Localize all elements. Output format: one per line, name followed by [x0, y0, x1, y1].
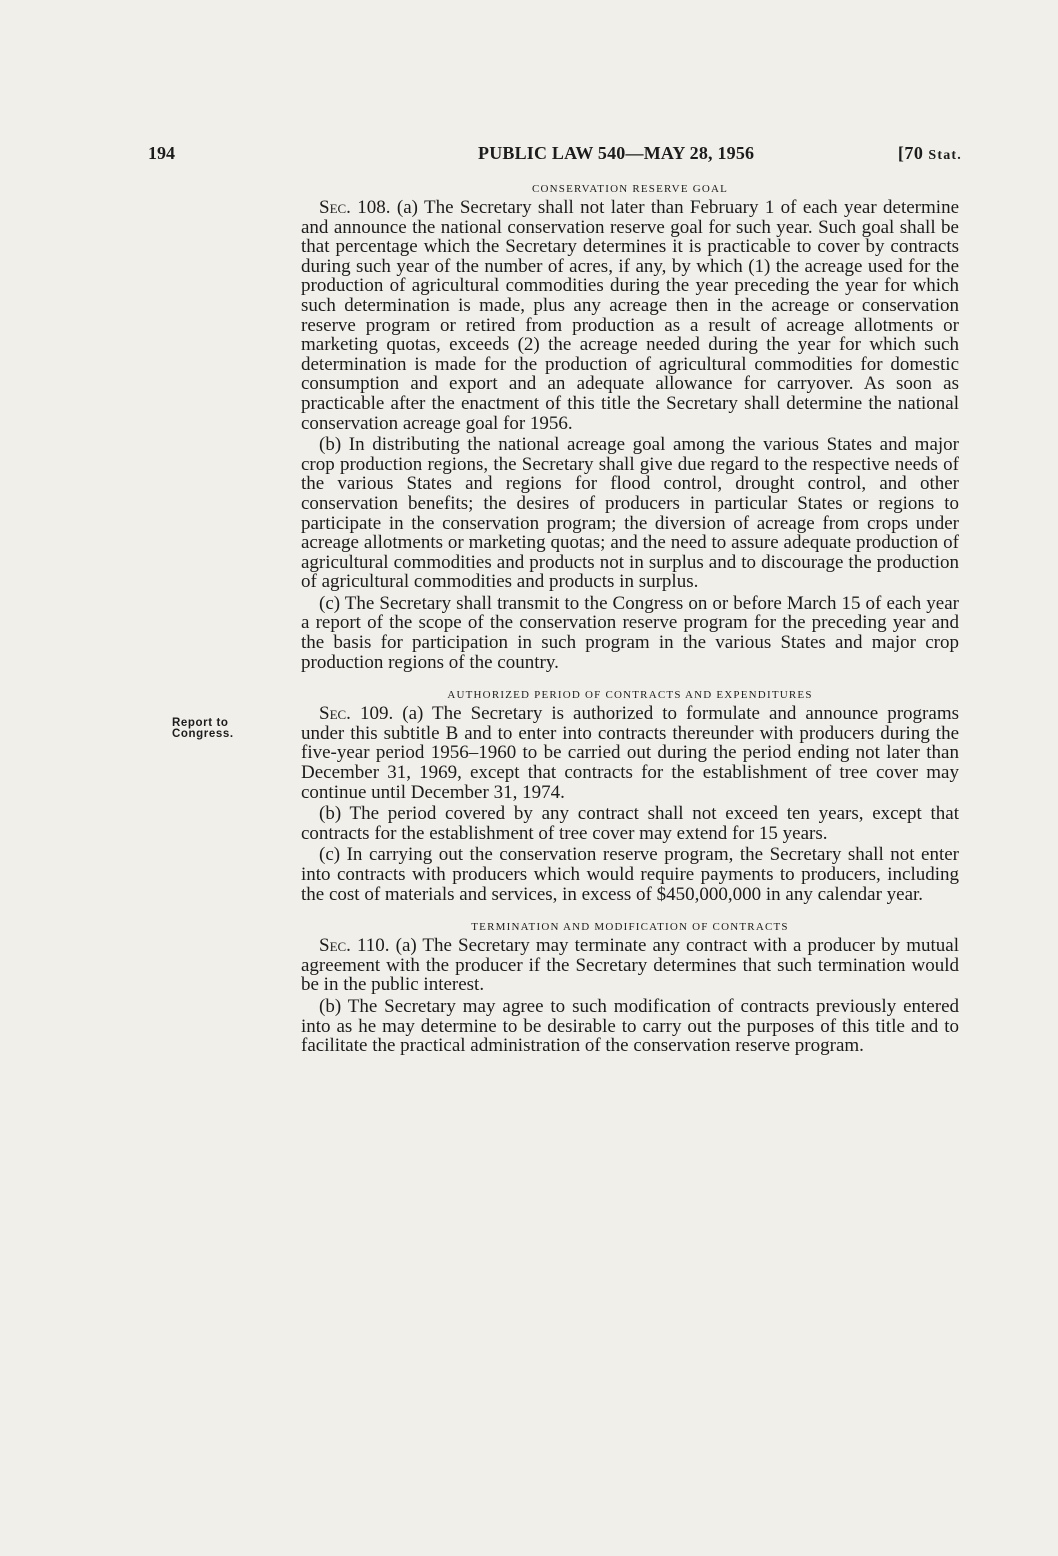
paragraph-108-c: (c) The Secretary shall transmit to the Congress on or before March 15 of each year a report of the scope of the conservation reserve program for the preceding year and the basis for participation in such program in the various States and major crop production regions of the country. [301, 592, 959, 673]
page-number: 194 [148, 143, 175, 163]
stat-abbrev: Stat. [928, 148, 962, 163]
paragraph-text: (a) The Secretary may terminate any contract with a producer by mutual agreement with the producer if the Secretary determines that such termination would be in the public interest. [301, 935, 959, 996]
paragraph-text: (a) The Secretary is authorized to formulate and announce programs under this subtitle B and to enter into contracts thereunder with producers during the five-year period 1956–1960 to be carried out during the period ending not later than December 31, 1969, except that contracts for the establishment of tree cover may continue until December 31, 1974. [301, 703, 959, 803]
section-label: Sec. 110. [319, 935, 390, 957]
stat-bracket: [ [897, 143, 905, 163]
paragraph-110-b: (b) The Secretary may agree to such modification of contracts previously entered into as he may determine to be desirable to carry out the purposes of this title and to facilitate the practical administration of the conservation reserve program. [301, 995, 959, 1057]
section-label: Sec. 109. [319, 703, 394, 725]
paragraph-108-a [301, 198, 959, 433]
stat-volume: 70 [904, 143, 924, 163]
section-heading: CONSERVATION RESERVE GOAL [531, 183, 729, 195]
statute-reference [898, 143, 962, 164]
section-heading: AUTHORIZED PERIOD OF CONTRACTS AND EXPENDITURES [447, 689, 813, 702]
paragraph-109-c: (c) In carrying out the conservation reserve program, the Secretary shall not enter into contracts with producers which would require payments to producers, including the cost of materials and services, in excess of $450,000,000 in any calendar year. [301, 844, 959, 905]
margin-note-report-to-congress: Report to Congress. [172, 717, 234, 740]
paragraph-108-b: (b) In distributing the national acreage goal among the various States and major crop production regions, the Secretary shall give due regard to the respective needs of the various States and regions for flood control, drought control, and other conservation benefits; the desires of producers in particular States or regions to participate in the conservation program; the diversion of acreage from crops under acreage allotments or marketing quotas; and the need to assure adequate production of agricultural commodities and products not in surplus and to discourage the production of agricultural commodities and products in surplus. [301, 434, 959, 593]
paragraph-text: (a) The Secretary shall not later than February 1 of each year determine and announce the national conservation reserve goal for such year. Such goal shall be that percentage which the Secretary determines it is practicable to cover by contracts during such year of the number of acres, if any, by which (1) the acreage used for the production of agricultural commodities during the year preceding the year for which such determination is made, plus any acreage then in the acreage or conservation reserve program or retired from production as a result of acreage allotments or marketing quotas, exceeds (2) the acreage needed during the year for which such determination is made for the production of agricultural commodities for domestic consumption and export and an adequate allowance for carryover. As soon as practicable after the enactment of this title the Secretary shall determine the national conservation acreage goal for 1956. [301, 197, 959, 434]
section-label: Sec. 108. [319, 197, 391, 218]
paragraph-109-b: (b) The period covered by any contract shall not exceed ten years, except that contracts for the establishment of tree cover may extend for 15 years. [301, 803, 959, 844]
running-head [148, 143, 962, 167]
law-title: PUBLIC LAW 540—MAY 28, 1956 [478, 143, 755, 163]
paragraph-109-a [301, 704, 959, 802]
paragraph-110-a [301, 936, 959, 995]
body-text [301, 182, 959, 1058]
section-heading: TERMINATION AND MODIFICATION OF CONTRACTS [471, 921, 789, 934]
